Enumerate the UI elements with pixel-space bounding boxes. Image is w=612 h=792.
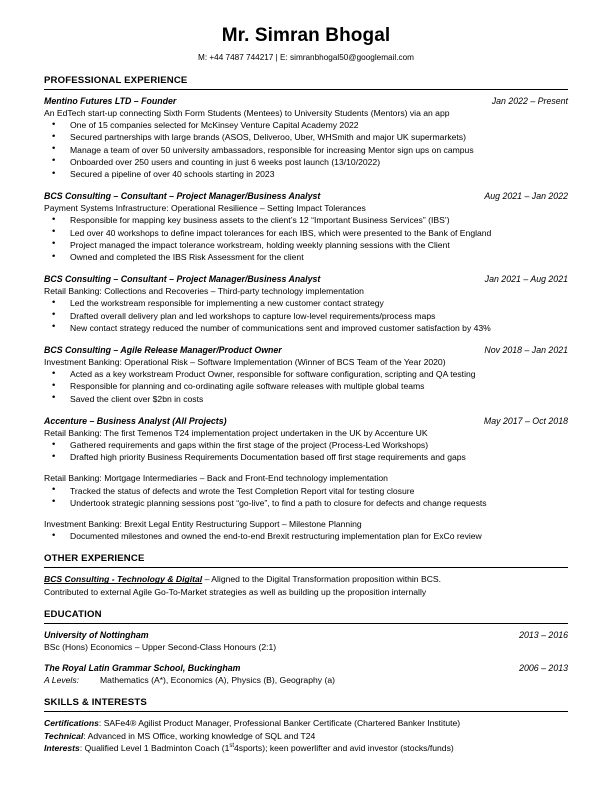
education-entry — [44, 662, 568, 686]
bullet-item: • New contact strategy reduced the number of communications sent and improved customer satisfaction by 43% — [44, 322, 568, 334]
section-skills-interests — [44, 697, 568, 755]
section-heading: OTHER EXPERIENCE — [44, 553, 568, 568]
bullet-item: • Drafted high priority Business Requirements Documentation based off first stage requirements and gaps — [44, 451, 568, 463]
skill-value-pre: : Qualified Level 1 Badminton Coach (1 — [79, 743, 230, 754]
skill-line-technical — [44, 730, 568, 743]
skill-key: Technical — [44, 730, 84, 741]
job-title: BCS Consulting – Agile Release Manager/Product Owner — [44, 345, 282, 356]
job-subtitle: Retail Banking: Collections and Recoveries – Third-party technology implementation — [44, 286, 364, 297]
bullet-item: • Secured partnerships with large brands (ASOS, Deliveroo, Uber, WHSmith and major UK supermarkets) — [44, 131, 568, 143]
job-bullets — [44, 214, 568, 263]
job-entry — [44, 273, 568, 334]
job-entry — [44, 415, 568, 543]
education-detail-row — [44, 674, 568, 686]
project-bullets — [44, 530, 568, 542]
other-experience-line2: Contributed to external Agile Go-To-Market strategies as well as building up the proposition internally — [44, 586, 427, 597]
job-header — [44, 190, 568, 202]
job-header — [44, 344, 568, 356]
education-entry — [44, 629, 568, 653]
skill-value: : SAFe4® Agilist Product Manager, Professional Banker Certificate (Chartered Banker Institute) — [98, 718, 461, 729]
job-title: BCS Consulting – Consultant – Project Manager/Business Analyst — [44, 191, 321, 202]
section-heading: SKILLS & INTERESTS — [44, 697, 568, 712]
skill-value-post: 4sports); keen powerlifter and avid investor (stocks/funds) — [234, 743, 454, 754]
skill-line-interests — [44, 742, 568, 755]
job-bullets — [44, 439, 568, 463]
bullet-item: • Undertook strategic planning sessions post “go-live”, to find a path to closure for defects and change requests — [44, 497, 568, 509]
job-title: BCS Consulting – Consultant – Project Manager/Business Analyst — [44, 274, 321, 285]
job-bullets — [44, 297, 568, 334]
education-school: University of Nottingham — [44, 629, 149, 640]
bullet-item: • Gathered requirements and gaps within the first stage of the project (Process-Led Workshops) — [44, 439, 568, 451]
section-heading: EDUCATION — [44, 609, 568, 624]
other-experience-description: – Aligned to the Digital Transformation proposition within BCS. — [202, 574, 442, 585]
document-header — [44, 18, 568, 64]
bullet-item: • Saved the client over $2bn in costs — [44, 393, 568, 405]
job-subtitle: Investment Banking: Operational Risk – Software Implementation (Winner of BCS Team of the Year 2020) — [44, 357, 446, 368]
other-experience-org: BCS Consulting - Technology & Digital — [44, 574, 203, 585]
skill-value: : Advanced in MS Office, working knowledge of SQL and T24 — [83, 730, 316, 741]
project-subtitle: Investment Banking: Brexit Legal Entity Restructuring Support – Milestone Planning — [44, 519, 362, 530]
job-dates: Nov 2018 – Jan 2021 — [484, 345, 568, 356]
other-experience-entry — [44, 573, 568, 585]
job-header — [44, 415, 568, 427]
section-education — [44, 609, 568, 686]
education-detail: BSc (Hons) Economics – Upper Second-Class Honours (2:1) — [44, 641, 277, 652]
job-dates: Aug 2021 – Jan 2022 — [484, 191, 568, 202]
job-entry — [44, 344, 568, 405]
bullet-item: • Led the workstream responsible for implementing a new customer contact strategy — [44, 297, 568, 309]
job-title: Accenture – Business Analyst (All Projects) — [44, 415, 227, 426]
skill-key: Interests — [44, 743, 80, 754]
alevel-label: A Levels: — [44, 675, 80, 686]
bullet-item: • Documented milestones and owned the end-to-end Brexit restructuring implementation plan for ExCo review — [44, 530, 568, 542]
education-header — [44, 662, 568, 674]
bullet-item: • Tracked the status of defects and wrote the Test Completion Report vital for testing closure — [44, 485, 568, 497]
section-other-experience — [44, 553, 568, 597]
job-bullets — [44, 368, 568, 405]
job-dates: May 2017 – Oct 2018 — [483, 415, 568, 426]
alevel-grades: Mathematics (A*), Economics (A), Physics (B), Geography (a) — [100, 675, 335, 686]
job-subtitle: Payment Systems Infrastructure: Operational Resilience – Setting Impact Tolerances — [44, 203, 366, 214]
education-school: The Royal Latin Grammar School, Buckingham — [44, 663, 241, 674]
job-header — [44, 95, 568, 107]
bullet-item: • Onboarded over 250 users and counting in just 6 weeks post launch (13/10/2022) — [44, 156, 568, 168]
education-header — [44, 629, 568, 641]
bullet-item: • Responsible for mapping key business assets to the client’s 12 “Important Business Services” (IBS’) — [44, 214, 568, 226]
ordinal-suffix: st — [229, 743, 235, 750]
job-header — [44, 273, 568, 285]
bullet-item: • Manage a team of over 50 university ambassadors, responsible for increasing Mentor sign ups on campus — [44, 144, 568, 156]
job-entry — [44, 95, 568, 180]
skill-key: Certifications — [44, 718, 99, 729]
education-dates: 2013 – 2016 — [519, 629, 568, 640]
job-dates: Jan 2021 – Aug 2021 — [484, 274, 568, 285]
job-title: Mentino Futures LTD – Founder — [44, 96, 177, 106]
bullet-item: • Project managed the impact tolerance workstream, holding weekly planning sessions with the Client — [44, 239, 568, 251]
skill-line-certifications — [44, 717, 568, 730]
bullet-item: • Secured a pipeline of over 40 schools starting in 2023 — [44, 168, 568, 180]
bullet-item: • Owned and completed the IBS Risk Assessment for the client — [44, 251, 568, 263]
bullet-item: • Responsible for planning and co-ordinating agile software releases with multiple global teams — [44, 380, 568, 392]
job-subtitle: Retail Banking: The first Temenos T24 implementation project undertaken in the UK by Accenture UK — [44, 427, 428, 438]
job-bullets — [44, 119, 568, 180]
bullet-item: • Drafted overall delivery plan and led workshops to capture low-level requirements/process maps — [44, 310, 568, 322]
job-entry — [44, 190, 568, 263]
bullet-item: • Acted as a key workstream Product Owner, responsible for software configuration, scripting and QA testing — [44, 368, 568, 380]
section-heading: PROFESSIONAL EXPERIENCE — [44, 75, 568, 90]
job-dates: Jan 2022 – Present — [491, 96, 568, 106]
bullet-item: • Led over 40 workshops to define impact tolerances for each IBS, which were presented to the Bank of England — [44, 227, 568, 239]
project-subtitle: Retail Banking: Mortgage Intermediaries – Back and Front-End technology implementation — [44, 473, 388, 484]
contact-line: M: +44 7487 744217 | E: simranbhogal50@googlemail.com — [198, 53, 414, 62]
section-professional-experience — [44, 75, 568, 542]
job-subtitle: An EdTech start-up connecting Sixth Form Students (Mentees) to University Students (Mentors) via an app — [44, 108, 450, 118]
education-dates: 2006 – 2013 — [519, 663, 568, 674]
project-bullets — [44, 485, 568, 509]
bullet-item: • One of 15 companies selected for McKinsey Venture Capital Academy 2022 — [44, 119, 568, 131]
candidate-name: Mr. Simran Bhogal — [221, 25, 391, 46]
